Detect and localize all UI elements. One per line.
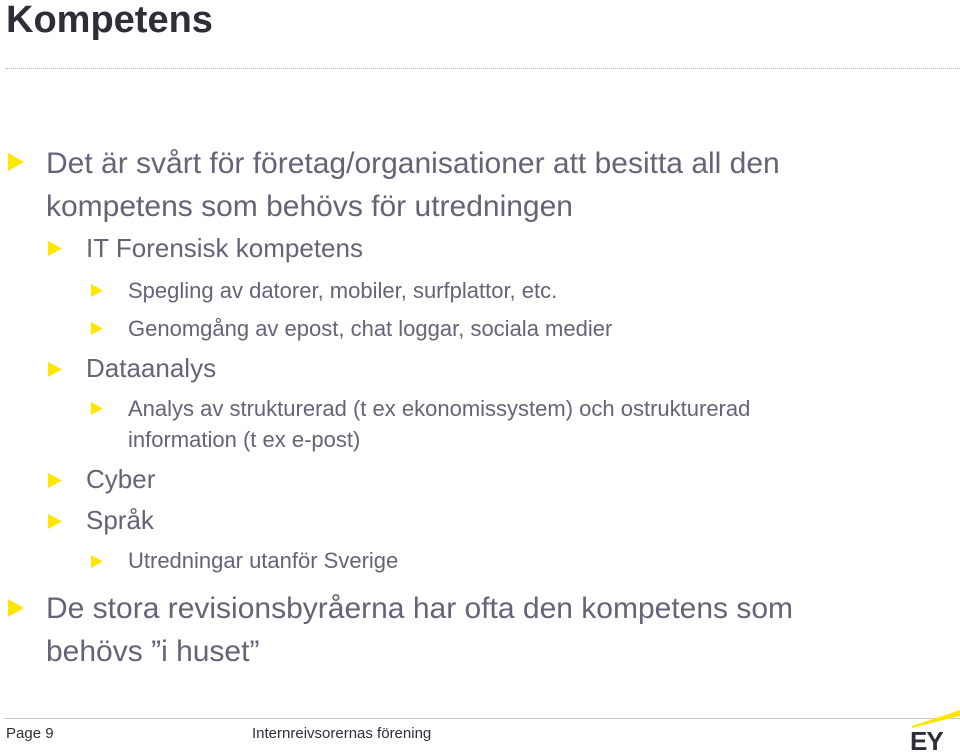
- bullet-text: De stora revisionsbyråerna har ofta den kompetens som: [46, 592, 794, 625]
- page-title: Kompetens: [6, 0, 213, 41]
- triangle-bullet-icon: [91, 322, 103, 335]
- bullet-text: Språk: [86, 505, 154, 535]
- bullet-text: kompetens som behövs för utredningen: [46, 190, 573, 223]
- bullet-text: IT Forensisk kompetens: [86, 233, 363, 263]
- ey-logo: [910, 706, 960, 755]
- bullet-text: behövs ”i huset”: [46, 635, 260, 668]
- logo-text: EY: [910, 726, 943, 756]
- logo-beam-icon: [910, 706, 960, 728]
- triangle-bullet-icon: [91, 284, 103, 297]
- bullet-text: Genomgång av epost, chat loggar, sociala medier: [128, 316, 613, 341]
- bullet-text: Utredningar utanför Sverige: [128, 548, 399, 573]
- triangle-bullet-icon: [91, 555, 103, 568]
- triangle-bullet-icon: [8, 153, 24, 171]
- triangle-bullet-icon: [91, 402, 103, 415]
- page-number: Page 9: [6, 725, 54, 742]
- footer-divider: [4, 718, 960, 719]
- bullet-text: Dataanalys: [86, 353, 217, 383]
- triangle-bullet-icon: [48, 362, 62, 377]
- title-divider: [6, 68, 960, 69]
- bullet-text: Analys av strukturerad (t ex ekonomissystem) och ostrukturerad: [128, 396, 751, 421]
- bullet-text: Cyber: [86, 464, 156, 494]
- bullet-text: Det är svårt för företag/organisationer att besitta all den: [46, 147, 780, 180]
- footer-organization: Internreivsorernas förening: [252, 725, 432, 742]
- triangle-bullet-icon: [48, 241, 62, 256]
- bullet-text: information (t ex e-post): [128, 427, 361, 452]
- triangle-bullet-icon: [48, 473, 62, 488]
- triangle-bullet-icon: [48, 514, 62, 529]
- triangle-bullet-icon: [8, 599, 24, 617]
- bullet-text: Spegling av datorer, mobiler, surfplattor, etc.: [128, 278, 558, 303]
